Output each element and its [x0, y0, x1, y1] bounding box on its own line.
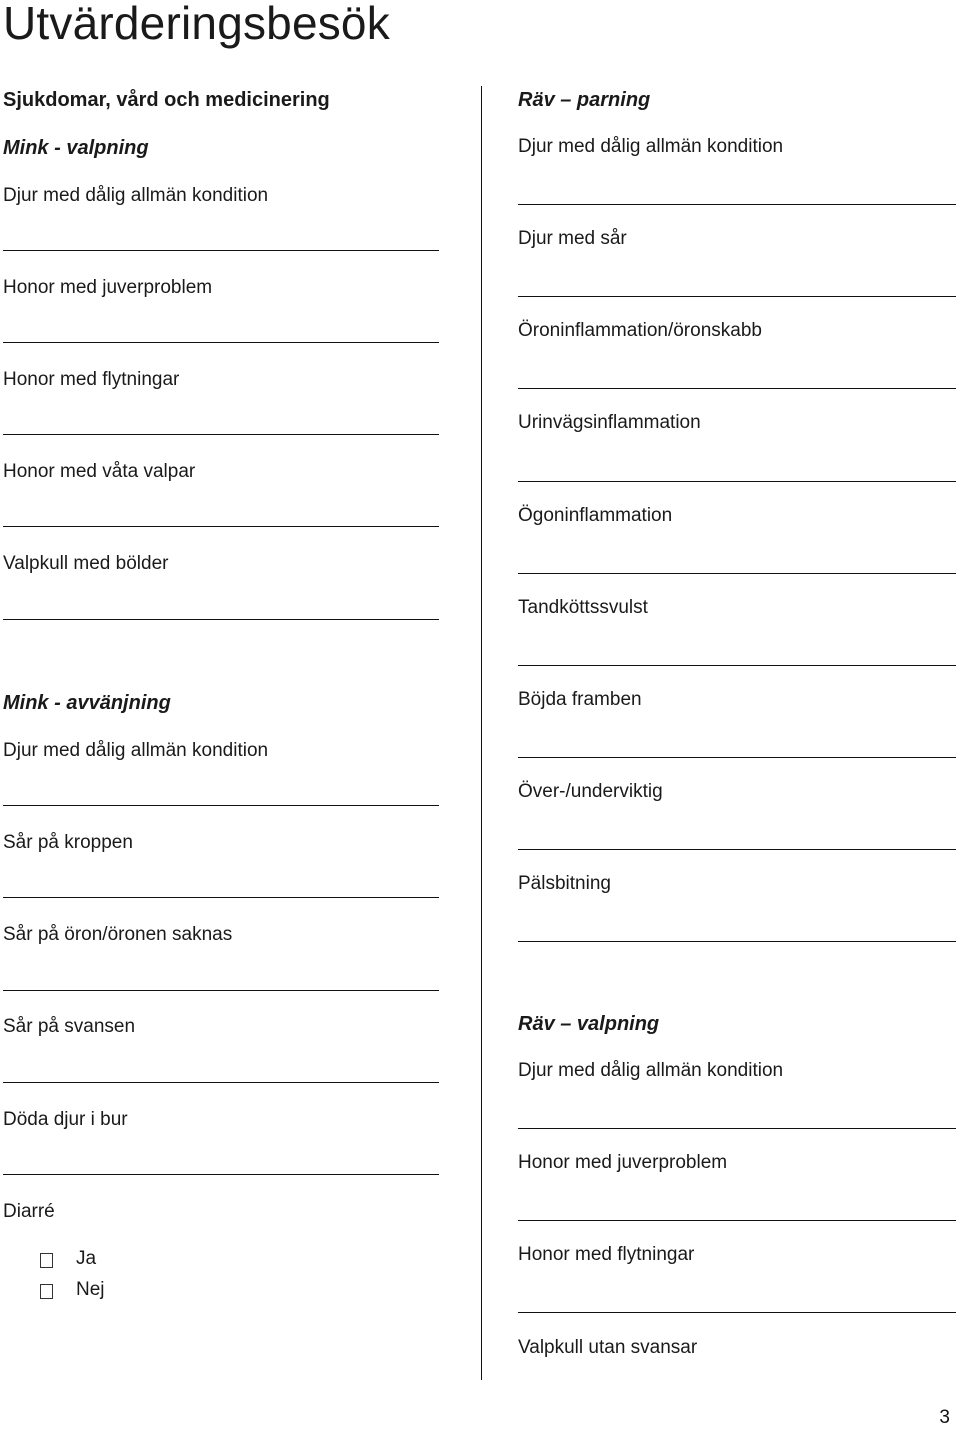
rav-parning-item-7: Böjda framben — [518, 689, 642, 710]
answer-line[interactable] — [518, 481, 956, 482]
answer-line[interactable] — [518, 941, 956, 942]
nej-checkbox[interactable] — [40, 1284, 53, 1299]
page-title: Utvärderingsbesök — [3, 0, 390, 49]
ja-label: Ja — [76, 1248, 97, 1269]
mink-valpning-item-3: Honor med flytningar — [3, 369, 180, 390]
mink-valpning-item-1: Djur med dålig allmän kondition — [3, 185, 269, 206]
rav-valpning-item-3: Honor med flytningar — [518, 1244, 695, 1265]
answer-line[interactable] — [518, 204, 956, 205]
answer-line[interactable] — [3, 1082, 439, 1083]
mink-avvanjning-heading: Mink - avvänjning — [3, 692, 171, 714]
mink-valpning-heading: Mink - valpning — [3, 137, 149, 159]
answer-line[interactable] — [3, 434, 439, 435]
rav-parning-item-9: Pälsbitning — [518, 873, 611, 894]
rav-valpning-item-1: Djur med dålig allmän kondition — [518, 1060, 784, 1081]
section-heading: Sjukdomar, vård och medicinering — [3, 89, 330, 111]
rav-parning-heading: Räv – parning — [518, 89, 651, 111]
page-number: 3 — [939, 1407, 950, 1428]
rav-parning-item-6: Tandköttssvulst — [518, 597, 648, 618]
answer-line[interactable] — [518, 296, 956, 297]
answer-line[interactable] — [518, 1128, 956, 1129]
answer-line[interactable] — [518, 849, 956, 850]
answer-line[interactable] — [3, 619, 439, 620]
mink-valpning-item-5: Valpkull med bölder — [3, 553, 169, 574]
rav-parning-item-8: Över-/underviktig — [518, 781, 663, 802]
mink-avvanjning-item-4: Sår på svansen — [3, 1016, 136, 1037]
ja-checkbox[interactable] — [40, 1253, 53, 1268]
answer-line[interactable] — [518, 388, 956, 389]
mink-avvanjning-item-1: Djur med dålig allmän kondition — [3, 740, 269, 761]
rav-valpning-item-2: Honor med juverproblem — [518, 1152, 728, 1173]
mink-valpning-item-4: Honor med våta valpar — [3, 461, 196, 482]
answer-line[interactable] — [518, 573, 956, 574]
answer-line[interactable] — [3, 342, 439, 343]
mink-avvanjning-item-2: Sår på kroppen — [3, 832, 133, 853]
rav-parning-item-3: Öroninflammation/öronskabb — [518, 320, 762, 341]
answer-line[interactable] — [3, 1174, 439, 1175]
nej-label: Nej — [76, 1279, 105, 1300]
answer-line[interactable] — [518, 665, 956, 666]
answer-line[interactable] — [3, 990, 439, 991]
rav-valpning-heading: Räv – valpning — [518, 1013, 660, 1035]
rav-valpning-item-4: Valpkull utan svansar — [518, 1337, 698, 1358]
answer-line[interactable] — [3, 805, 439, 806]
answer-line[interactable] — [518, 757, 956, 758]
answer-line[interactable] — [3, 526, 439, 527]
answer-line[interactable] — [518, 1220, 956, 1221]
rav-parning-item-5: Ögoninflammation — [518, 505, 673, 526]
mink-avvanjning-item-5: Döda djur i bur — [3, 1109, 128, 1130]
column-divider — [481, 86, 482, 1380]
rav-parning-item-2: Djur med sår — [518, 228, 627, 249]
mink-avvanjning-item-3: Sår på öron/öronen saknas — [3, 924, 233, 945]
answer-line[interactable] — [518, 1312, 956, 1313]
answer-line[interactable] — [3, 250, 439, 251]
rav-parning-item-4: Urinvägsinflammation — [518, 412, 701, 433]
rav-parning-item-1: Djur med dålig allmän kondition — [518, 136, 784, 157]
mink-valpning-item-2: Honor med juverproblem — [3, 277, 213, 298]
answer-line[interactable] — [3, 897, 439, 898]
diarre-label: Diarré — [3, 1201, 55, 1222]
